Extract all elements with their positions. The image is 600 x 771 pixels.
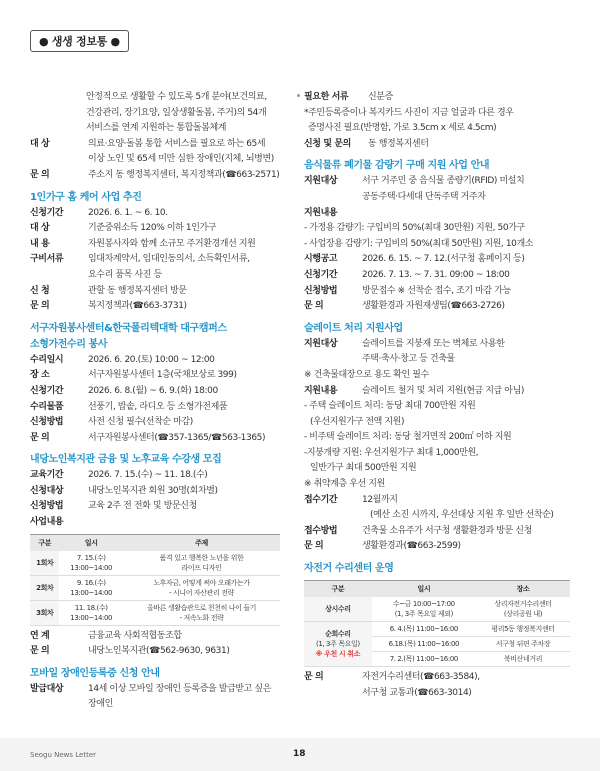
info-row: 시행공고 2026. 6. 15. ~ 7. 12.(서구청 홈페이지 등) bbox=[304, 254, 525, 265]
info-row: 지원대상 슬레이트를 지붕재 또는 벽체로 사용한 주택·축사·창고 등 건축물 bbox=[304, 338, 505, 365]
info-row: 구비서류 임대차계약서, 임대인동의서, 소득확인서류, 요수리 품목 사진 등 bbox=[30, 254, 250, 280]
table-row: 순회수리 (1, 3주 목요일) ※ 우천 시 취소 6. 4.(목) 11:00~16:00 평리5동 행정복지센터 bbox=[304, 622, 570, 637]
section-title-bike-repair: 자전거 수리센터 운영 bbox=[304, 563, 394, 575]
info-row: 신 청 관할 동 행정복지센터 방문 bbox=[30, 285, 187, 296]
info-row: 필요한 서류 신분증 bbox=[304, 92, 393, 102]
bike-repair-table: 구분 일시 장소 상시수리 수~금 10:00~17:00 (1, 3주 목요일 제외) 상리자전거수리센터 (상리공원 내) 순회수리 (1, 3주 목요일) ※ 우천 시 취소 6. 4.(목) 11:00~16:00 평리5동 행정복지센터 6.18.(목) 11:00~16:00 서구청 뒤편 주차장 7. 2.(목) 11:00~16:00 북비산네거리 bbox=[304, 580, 570, 667]
info-row: 지원대상 서구 거주민 중 음식물 종량기(RFID) 미설치 공동주택·다세대 단독주택 거주자 bbox=[304, 176, 525, 202]
table-row: 상시수리 수~금 10:00~17:00 (1, 3주 목요일 제외) 상리자전거수리센터 (상리공원 내) bbox=[304, 597, 570, 622]
slate-support-list: - 주택 슬레이트 처리: 동당 최대 700만원 지원 (우선지원가구 전액 지원) - 비주택 슬레이트 처리: 동당 철거면적 200㎡ 이하 지원 -지붕개량 지원: 우선지원가구 최대 1,000만원, 일반가구 최대 500만원 지원 ※ 취약계층 우선 지원 bbox=[304, 401, 512, 490]
info-row: 신청방법 교육 2주 전 전화 및 방문신청 bbox=[30, 501, 197, 512]
support-list: - 가정용 감량기: 구입비의 50%(최대 30만원) 지원, 50가구 - 사업장용 감량기: 구입비의 50%(최대 50만원) 지원, 10개소 bbox=[304, 223, 534, 249]
info-row: 사업내용 bbox=[30, 517, 64, 528]
info-row: 신청방법 사전 신청 필수(선착순 마감) bbox=[30, 417, 193, 428]
info-row: 문 의 자전거수리센터(☎663-3584), 서구청 교통과(☎663-3014) bbox=[304, 672, 480, 698]
section-title-mobile-id: 모바일 장애인등록증 신청 안내 bbox=[30, 667, 160, 679]
intro-text: 안정적으로 생활할 수 있도록 5개 분야(보건의료, 건강관리, 장기요양, 일상생활돌봄, 주거)의 54개 서비스를 연계 지원하는 통합돌봄체계 bbox=[86, 92, 267, 134]
info-row: 접수방법 건축물 소유주가 서구청 생활환경과 방문 신청 bbox=[304, 525, 532, 536]
info-row: 장 소 서구자원봉사센터 1층(국채보상로 399) bbox=[30, 370, 237, 381]
section-title-slate: 슬레이트 처리 지원사업 bbox=[304, 322, 403, 334]
column-divider-dot bbox=[297, 94, 300, 97]
table-row: 6.18.(목) 11:00~16:00 서구청 뒤편 주차장 bbox=[304, 637, 570, 652]
info-row: 신청기간 2026. 7. 13. ~ 7. 31. 09:00 ~ 18:00 bbox=[304, 269, 510, 280]
info-row: 내 용 자원봉사자와 함께 소규모 주거환경개선 지원 bbox=[30, 238, 256, 249]
info-row: 연 계 금융교육 사회적협동조합 bbox=[30, 630, 182, 641]
info-row: 문 의 서구자원봉사센터(☎357-1365/☎563-1365) bbox=[30, 432, 266, 443]
info-row: 발급대상 14세 이상 모바일 장애인 등록증을 발급받고 싶은 장애인 bbox=[30, 683, 272, 710]
right-column: 필요한 서류 신분증 *주민등록증이나 복지카드 사진이 지금 얼굴과 다른 경우 증명사진 필요(반명함, 가로 3.5cm x 세로 4.5cm) 신청 및 문의 동 행정복지센터 음식물류 폐기물 감량기 구매 지원 사업 안내 지원대상 서구 거주민 중 음식물 종량기(RFID) 미설치 공동주택·다세대 단독주택 거주자 지원내용 - 가정용 감량기: 구입비의 50%(최대 30만원) 지원, 50가구 - 사업장용 감량기: 구입비의 50%(최대 50만원) 지원, 10개소 시행공고 2026. 6. 15. ~ 7. 12.(서구청 홈페이지 등) 신청기간 2026. 7. 13. ~ 7. 31. 09:00 ~ 18:00 신청방법 방문접수 ※ 선착순 접수, 조기 마감 가능 문 의 생활환경과 자원재생팀(☎663-2726) 슬레이트 처리 지원사업 지원대상 슬레이트를 지붕재 또는 벽체로 사용한 주택·축사·창고 등 건축물 ※ 건축물대장으로 용도 확인 필수 지원내용 슬레이트 철거 및 처리 지원(현금 지급 아님) - 주택 슬레이트 처리: 동당 최대 700만원 지원 (우선지원가구 전액 지원) - 비주택 슬레이트 처리: 동당 철거면적 200㎡ 이하 지원 -지붕개량 지원: 우선지원가구 최대 1,000만원, 일반가구 최대 500만원 지원 ※ 취약계층 우선 지원 접수기간 12월까지 (예산 소진 시까지, 우선대상 지원 후 일반 선착순) 접수방법 건축물 소유주가 서구청 생활환경과 방문 신청 문 의 생활환경과(☎663-2599) 자전거 수리센터 운영 구분 일시 장소 상시수리 수~금 10:00~17:00 (1, 3주 목요일 제외) 상리자전거수리센터 (상리공원 내) 순회수리 (1, 3주 목요일) ※ 우천 시 취소 6. 4.(목) 11:00~16:00 평리5동 행정복지센터 6.18.(목) 11:00~16:00 서구청 뒤편 주차장 7. 2.(목) 11:00~16:00 북비산네거리 문 의 자전거수리센터(☎663-3584), 서구청 교통과(☎663-3014) bbox=[304, 90, 570, 701]
info-row: 교육기간 2026. 7. 15.(수) ~ 11. 18.(수) bbox=[30, 470, 208, 481]
info-row: 수리일시 2026. 6. 20.(토) 10:00 ~ 12:00 bbox=[30, 354, 215, 365]
info-row: 문 의 생활환경과(☎663-2599) bbox=[304, 541, 461, 552]
table-row: 2회차 9. 16.(수) 13:00~14:00 노후자금, 어떻게 써야 오래가는가 - 시니어 자산관리 전략 bbox=[30, 575, 280, 600]
info-row: 문 의 내당노인복지관(☎562-9630, 9631) bbox=[30, 646, 230, 657]
left-column bbox=[30, 90, 285, 713]
info-row: 수리물품 선풍기, 밥솥, 라디오 등 소형가전제품 bbox=[30, 401, 228, 412]
section-title-repair-volunteer: 서구자원봉사센터&한국폴리텍대학 대구캠퍼스 소형가전수리 봉사 bbox=[30, 322, 227, 350]
table-row: 7. 2.(목) 11:00~16:00 북비산네거리 bbox=[304, 652, 570, 667]
footer-publication: Seogu News Letter bbox=[30, 751, 97, 759]
info-row: 문 의 생활환경과 자원재생팀(☎663-2726) bbox=[304, 301, 505, 312]
table-row: 3회차 11. 18.(수) 13:00~14:00 올바른 생활습관으로 천천히 나이 들기 - 저속노화 전략 bbox=[30, 600, 280, 625]
page-number: 18 bbox=[293, 749, 306, 759]
docs-note: *주민등록증이나 복지카드 사진이 지금 얼굴과 다른 경우 증명사진 필요(반명함, 가로 3.5cm x 세로 4.5cm) bbox=[304, 107, 514, 134]
section-title-finance-edu: 내당노인복지관 금융 및 노후교육 수강생 모집 bbox=[30, 454, 222, 466]
info-row: 신청 및 문의 동 행정복지센터 bbox=[304, 138, 429, 149]
info-row: 지원내용 슬레이트 철거 및 처리 지원(현금 지급 아님) bbox=[304, 385, 524, 396]
info-row: 문 의 복지정책과(☎663-3731) bbox=[30, 301, 187, 312]
section-badge-label: 생생 정보통 bbox=[51, 35, 107, 48]
info-row: 대 상 기준중위소득 120% 이하 1인가구 bbox=[30, 223, 217, 234]
section-badge: ● 생생 정보통 ● bbox=[30, 30, 129, 52]
section-title-home-care: 1인가구 홈 케어 사업 추진 bbox=[30, 191, 142, 203]
table-row: 1회차 7. 15.(수) 13:00~14:00 품격 있고 행복한 노년을 위한 라이프 디자인 bbox=[30, 551, 280, 576]
intro-target-row: 대 상 의료·요양·돌봄 통합 서비스를 필요로 하는 65세 이상 노인 및 65세 미만 심한 장애인(지체, 뇌병변) bbox=[30, 138, 274, 165]
info-row: 신청기간 2026. 6. 1. ~ 6. 10. bbox=[30, 207, 168, 218]
info-row: 신청방법 방문접수 ※ 선착순 접수, 조기 마감 가능 bbox=[304, 285, 511, 296]
info-row: 신청대상 내당노인복지관 회원 30명(회차별) bbox=[30, 485, 218, 496]
info-row: 신청기간 2026. 6. 8.(월) ~ 6. 9.(화) 18:00 bbox=[30, 385, 218, 396]
section-title-food-waste: 음식물류 폐기물 감량기 구매 지원 사업 안내 bbox=[304, 160, 490, 172]
intro-contact-row: 문 의 주소지 동 행정복지센터, 복지정책과(☎663-2571) bbox=[30, 169, 280, 180]
info-row: 접수기간 12월까지 bbox=[304, 494, 398, 505]
info-row: 지원내용 bbox=[304, 207, 338, 218]
education-schedule-table: 구분 일시 주제 1회차 7. 15.(수) 13:00~14:00 품격 있고 행복한 노년을 위한 라이프 디자인 2회차 9. 16.(수) 13:00~14:00 노후자금, 어떻게 써야 오래가는가 - 시니어 자산관리 전략 3회차 11. 18.(수) 13:00~14:00 올바른 생활습관으로 천천히 나이 들기 - 저속노화 전략 bbox=[30, 534, 280, 626]
